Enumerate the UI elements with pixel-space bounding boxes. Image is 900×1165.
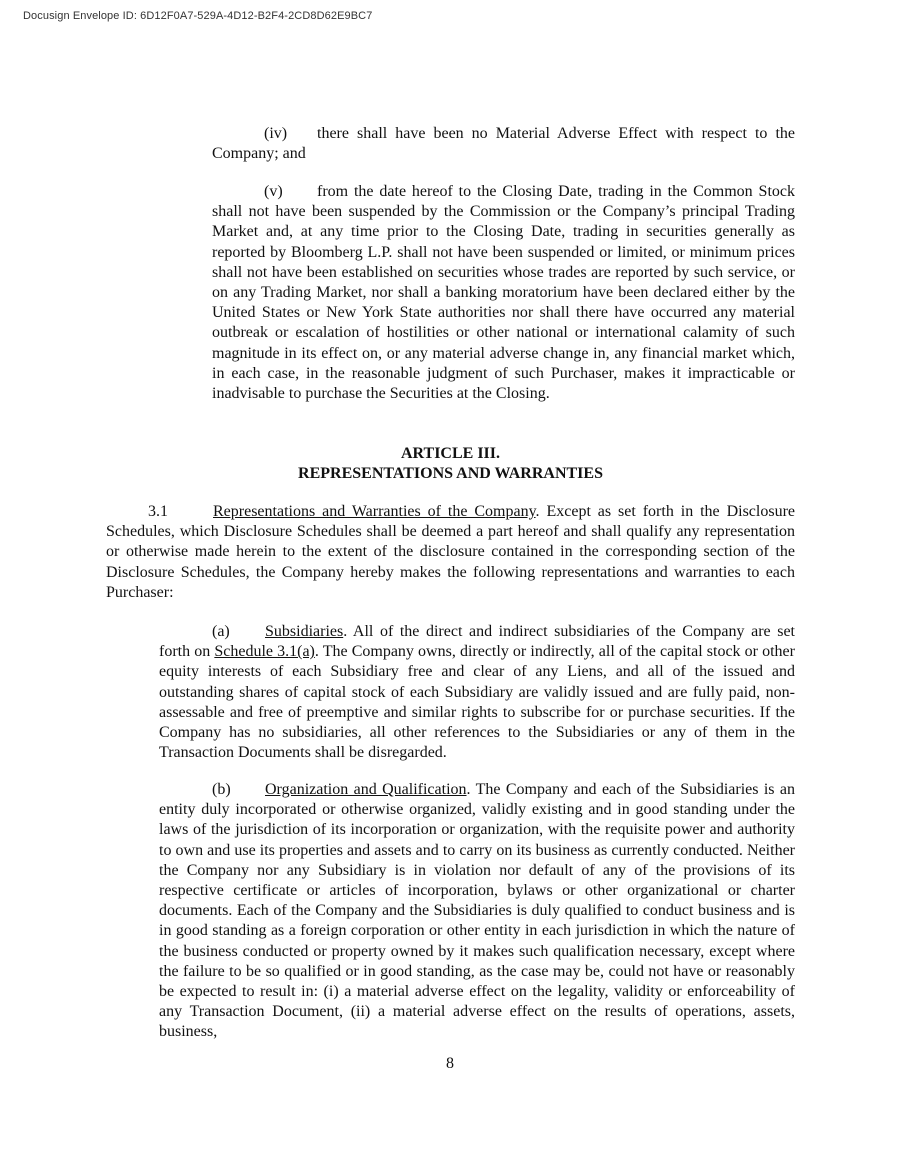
schedule-reference: Schedule 3.1(a) [214,643,315,661]
paragraph-v-number: (v) [264,183,283,200]
section-3-1-number: 3.1 [148,503,168,520]
section-3-1-heading: Representations and Warranties of the Company [213,503,536,520]
subsection-b-heading: Organization and Qualification [265,781,467,798]
page-number: 8 [446,1055,454,1072]
subsection-b [159,780,795,1043]
paragraph-v [212,182,795,404]
subsection-b-number: (b) [212,781,231,798]
paragraph-iv-text: there shall have been no Material Adverse Effect with respect to the Company; and [212,125,795,163]
subsection-a-number: (a) [212,623,230,640]
subsection-a [159,622,795,763]
paragraph-v-text: from the date hereof to the Closing Date, trading in the Common Stock shall not have been suspended by the Commission or the Company’s principal Trading Market and, at any time prior to the Closing Date, trading in securities generally as reported by Bloomberg L.P. shall not have been suspended or limited, or minimum prices shall not have been established on securities whose trades are reported by such service, or on any Trading Market, nor shall a banking moratorium have been declared either by the United States or New York State authorities nor shall there have occurred any material outbreak or escalation of hostilities or other national or international calamity of such magnitude in its effect on, or any material adverse change in, any financial market which, in each case, in the reasonable judgment of such Purchaser, makes it impracticable or inadvisable to purchase the Securities at the Closing. [212,183,795,403]
paragraph-iv-number: (iv) [264,125,288,142]
section-3-1-text: . Except as set forth in the Disclosure Schedules, which Disclosure Schedules shall be deemed a part hereof and shall qualify any representation or otherwise made herein to the extent of the disclosure contained in the corresponding section of the Disclosure Schedules, the Company hereby makes the following representations and warranties to each Purchaser: [106,503,796,601]
envelope-id: Docusign Envelope ID: 6D12F0A7-529A-4D12-B2F4-2CD8D62E9BC7 [23,10,373,22]
subsection-a-text-2: . The Company owns, directly or indirectly, all of the capital stock or other equity interests of each Subsidiary free and clear of any Liens, and all of the issued and outstanding shares of capital stock of each Subsidiary are validly issued and are fully paid, non-assessable and free of preemptive and similar rights to subscribe for or purchase securities. If the Company has no subsidiaries, all other references to the Subsidiaries or any of them in the Transaction Documents shall be disregarded. [159,643,795,762]
paragraph-iv [212,124,795,164]
article-number: ARTICLE III. [400,445,501,462]
section-3-1 [106,502,795,603]
subsection-a-heading: Subsidiaries [265,623,344,640]
article-title: REPRESENTATIONS AND WARRANTIES [298,465,603,482]
subsection-b-text: . The Company and each of the Subsidiaries is an entity duly incorporated or otherwise organized, validly existing and in good standing under the laws of the jurisdiction of its incorporation or organization, with the requisite power and authority to own and use its properties and assets and to carry on its business as currently conducted. Neither the Company nor any Subsidiary is in violation nor default of any of the provisions of its respective certificate or articles of incorporation, bylaws or other organizational or charter documents. Each of the Company and the Subsidiaries is duly qualified to conduct business and is in good standing as a foreign corporation or other entity in each jurisdiction in which the nature of the business conducted or property owned by it makes such qualification necessary, except where the failure to be so qualified or in good standing, as the case may be, could not have or reasonably be expected to result in: (i) a material adverse effect on the legality, validity or enforceability of any Transaction Document, (ii) a material adverse effect on the results of operations, assets, business, [159,781,796,1041]
subsection-a-text-1: . All of the direct and indirect subsidiaries of the Company are set forth on [159,623,795,661]
